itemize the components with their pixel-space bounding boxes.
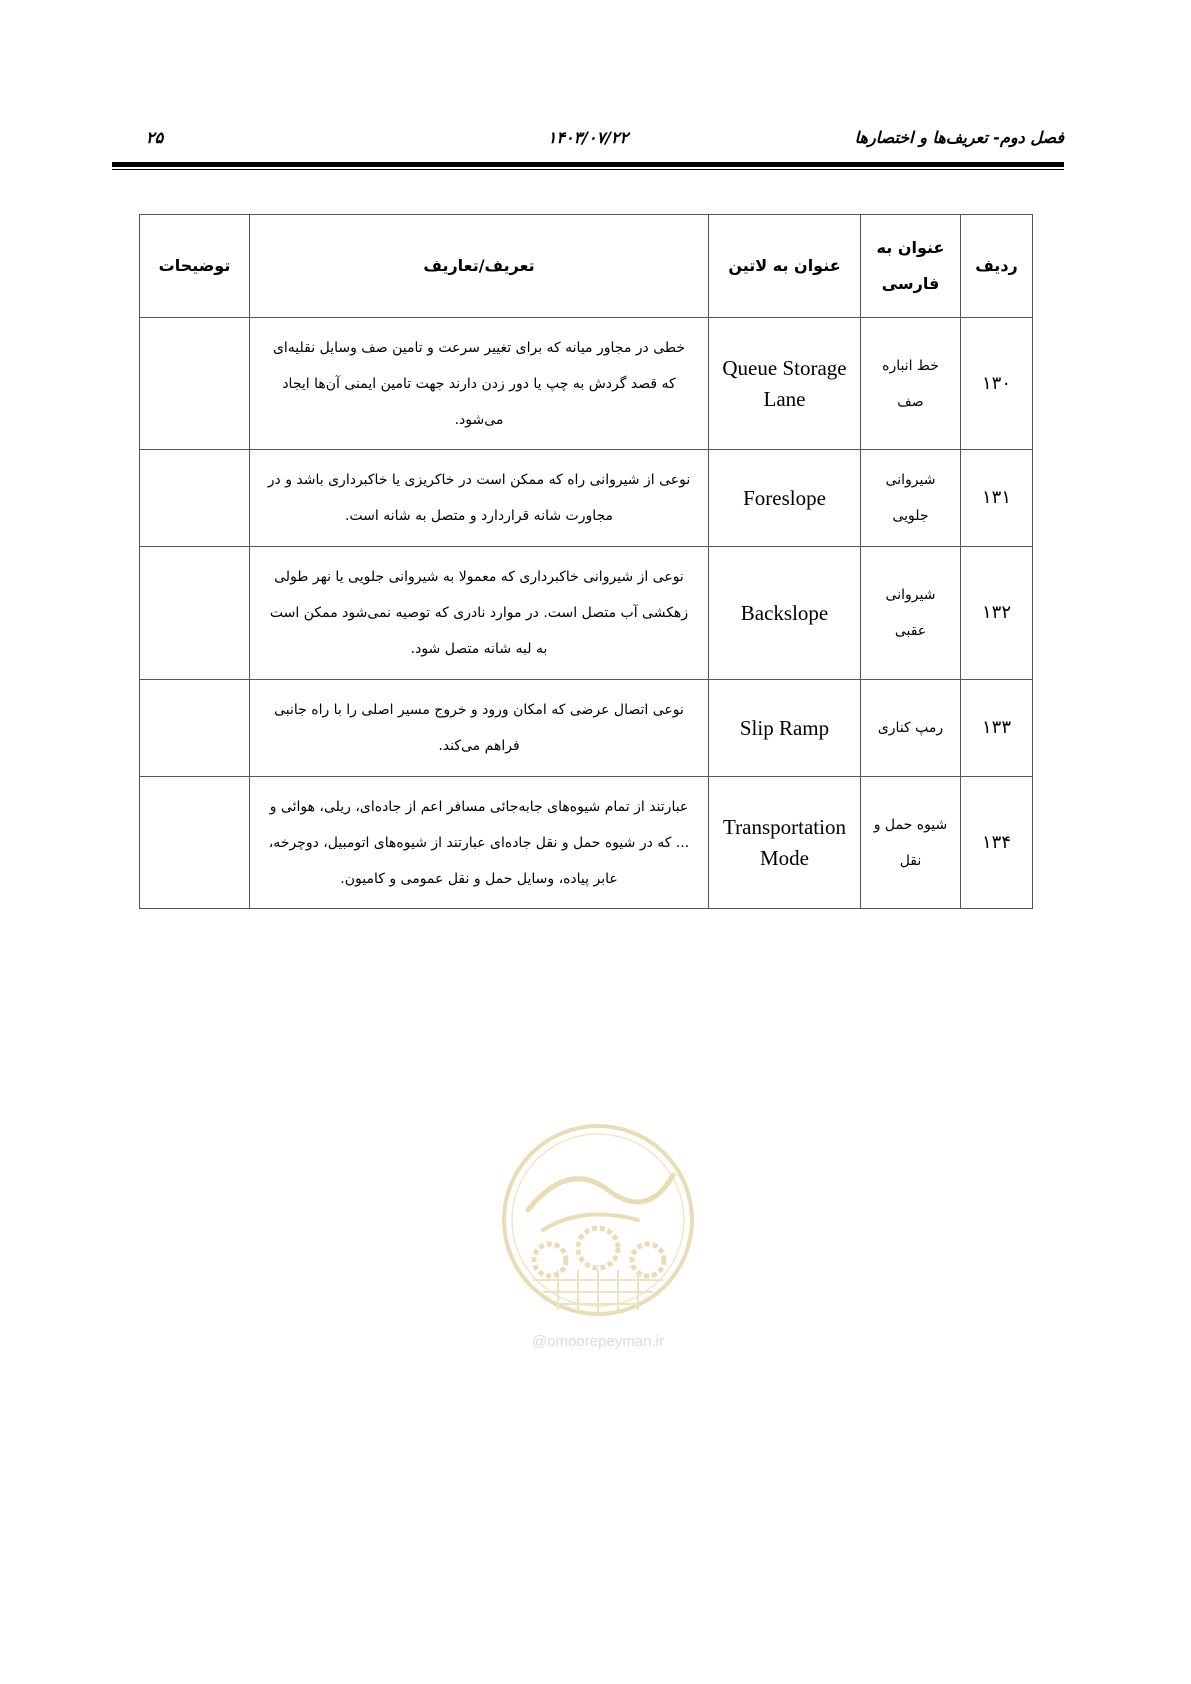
row-number: ۱۳۲ xyxy=(961,547,1033,680)
watermark-url xyxy=(488,1333,708,1350)
table-row xyxy=(140,318,1033,450)
chapter-title: فصل دوم- تعریف‌ها و اختصارها xyxy=(854,128,1064,147)
watermark xyxy=(488,1120,708,1350)
persian-title: رمپ کناری xyxy=(861,680,961,777)
persian-title: شیروانی جلویی xyxy=(861,450,961,547)
header-notes: توضیحات xyxy=(140,215,250,318)
row-number: ۱۳۰ xyxy=(961,318,1033,450)
definition: نوعی از شیروانی راه که ممکن است در خاکریزی یا خاکبرداری باشد و در مجاورت شانه قراردارد و متصل به شانه است. xyxy=(250,450,709,547)
latin-title: Slip Ramp xyxy=(709,680,861,777)
page-number: ۲۵ xyxy=(146,128,164,147)
definitions-table xyxy=(139,214,1033,909)
row-number: ۱۳۴ xyxy=(961,777,1033,909)
header-persian-title: عنوان به فارسی xyxy=(861,215,961,318)
definition: نوعی اتصال عرضی که امکان ورود و خروج مسیر اصلی را با راه جانبی فراهم می‌کند. xyxy=(250,680,709,777)
notes xyxy=(140,547,250,680)
notes xyxy=(140,777,250,909)
table-row xyxy=(140,777,1033,909)
table-row xyxy=(140,680,1033,777)
latin-title: Backslope xyxy=(709,547,861,680)
definition: خطی در مجاور میانه که برای تغییر سرعت و تامین صف وسایل نقلیه‌ای که قصد گردش به چپ یا دور زدن دارند جهت تامین ایمنی آن‌ها ایجاد می‌شود. xyxy=(250,318,709,450)
latin-title: Transportation Mode xyxy=(709,777,861,909)
page-header xyxy=(112,128,1064,154)
latin-title: Queue Storage Lane xyxy=(709,318,861,450)
at-icon: @ xyxy=(532,1333,548,1350)
watermark-logo-icon xyxy=(488,1120,708,1320)
row-number: ۱۳۳ xyxy=(961,680,1033,777)
header-date: ۱۴۰۳/۰۷/۲۲ xyxy=(547,128,629,147)
definition: عبارتند از تمام شیوه‌های جابه‌جائی مسافر اعم از جاده‌ای، ریلی، هوائی و ... که در شیوه حمل و نقل جاده‌ای عبارتند از شیوه‌های اتومبیل، دوچرخه، عابر پیاده، وسایل حمل و نقل عمومی و کامیون. xyxy=(250,777,709,909)
header-rule-thick xyxy=(112,162,1064,167)
header-rule-thin xyxy=(112,169,1064,170)
watermark-url-text: omoorepeyman.ir xyxy=(547,1333,664,1350)
persian-title: شیروانی عقبی xyxy=(861,547,961,680)
definition: نوعی از شیروانی خاکبرداری که معمولا به شیروانی جلویی یا نهر طولی زهکشی آب متصل است. در موارد نادری که توصیه نمی‌شود ممکن است به لبه شانه متصل شود. xyxy=(250,547,709,680)
persian-title: شیوه حمل و نقل xyxy=(861,777,961,909)
table-header-row xyxy=(140,215,1033,318)
latin-title: Foreslope xyxy=(709,450,861,547)
header-latin-title: عنوان به لاتین xyxy=(709,215,861,318)
notes xyxy=(140,680,250,777)
notes xyxy=(140,450,250,547)
row-number: ۱۳۱ xyxy=(961,450,1033,547)
persian-title: خط انباره صف xyxy=(861,318,961,450)
header-row-number: ردیف xyxy=(961,215,1033,318)
table-row xyxy=(140,547,1033,680)
notes xyxy=(140,318,250,450)
header-definition: تعریف/تعاریف xyxy=(250,215,709,318)
table-row xyxy=(140,450,1033,547)
